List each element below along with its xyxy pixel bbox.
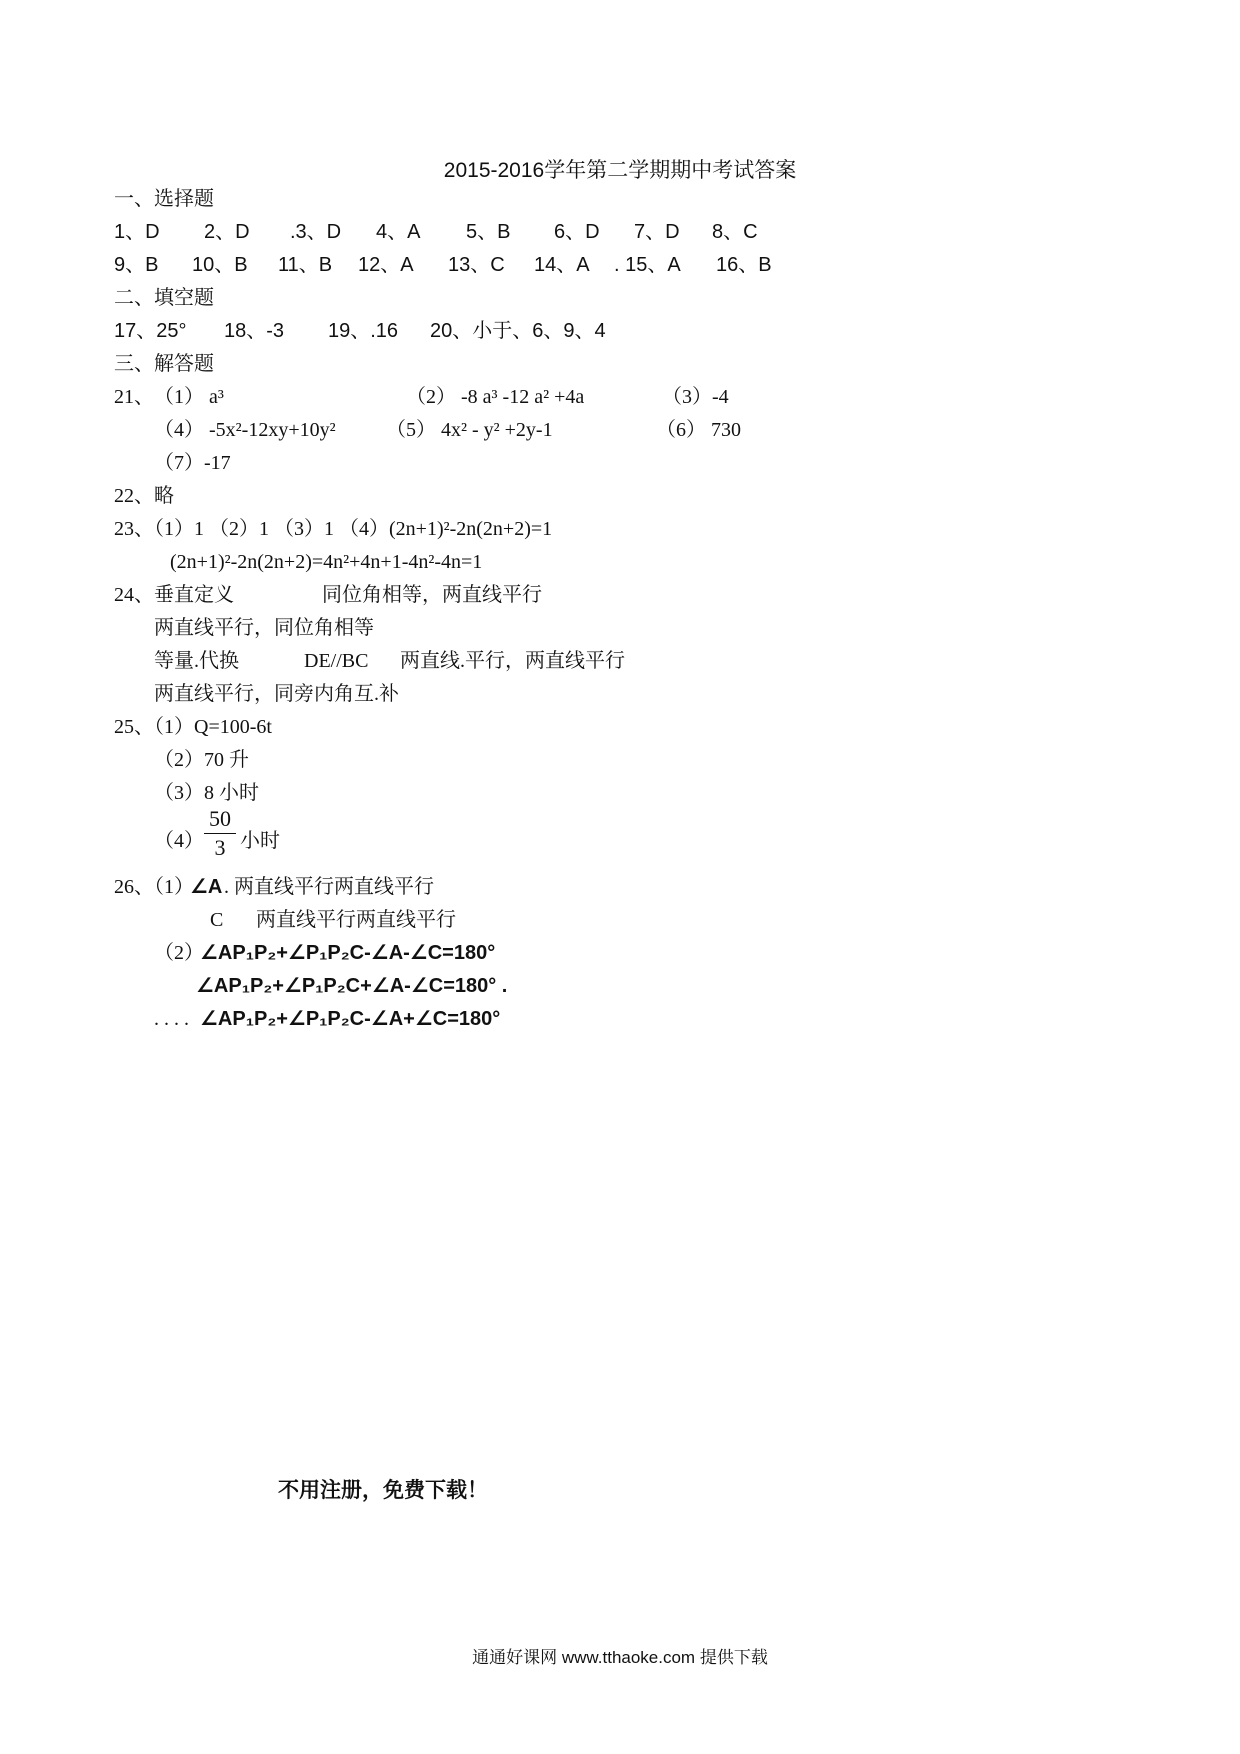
q25-part-1: 25、（1）Q=100-6t — [114, 716, 272, 738]
section-solve-heading: 三、解答题 — [114, 353, 214, 375]
answer-item: （7）-17 — [154, 452, 231, 474]
fraction-denominator: 3 — [214, 835, 226, 860]
equation-3: ∠AP₁P₂+∠P₁P₂C-∠A+∠C=180° — [200, 1008, 501, 1030]
answer-item: （3）-4 — [662, 386, 729, 408]
leader-dots: . . . . — [154, 1008, 189, 1030]
answer-item: 10、B — [192, 254, 248, 276]
answer-item: C — [210, 909, 224, 931]
answer-item: 1、D — [114, 221, 160, 243]
answer-item: 12、A — [358, 254, 414, 276]
answer-item: 9、B — [114, 254, 159, 276]
answer-item: （1） a³ — [154, 386, 224, 408]
footer-text: 通通好课网 www.tthaoke.com 提供下载 — [472, 1648, 768, 1667]
answer-item: .3、D — [290, 221, 342, 243]
question-number: 21、 — [114, 386, 154, 408]
answer-item: 6、D — [554, 221, 600, 243]
q25-part-4-label: （4） — [154, 830, 204, 852]
answer-item: 垂直定义 — [154, 584, 234, 606]
equation-2: ∠AP₁P₂+∠P₁P₂C+∠A-∠C=180° . — [196, 975, 508, 997]
answer-item: 两直线平行两直线平行 — [256, 909, 456, 931]
q24-row-2: 两直线平行，同位角相等 — [154, 617, 374, 639]
answer-item: . 两直线平行两直线平行 — [224, 876, 434, 898]
answer-item: 4、A — [376, 221, 421, 243]
answer-item: 两直线.平行，两直线平行 — [400, 650, 625, 672]
answer-item: 8、C — [712, 221, 758, 243]
answer-item: 等量.代换 — [154, 650, 239, 672]
answer-item: 20、小于、6、9、4 — [430, 320, 606, 342]
answer-item: （6） 730 — [656, 419, 741, 441]
q23-line-1: 23、（1）1 （2）1 （3）1 （4）(2n+1)²-2n(2n+2)=1 — [114, 518, 553, 540]
page-title: 2015-2016学年第二学期期中考试答案 — [443, 159, 797, 182]
angle-a: ∠A — [190, 876, 223, 898]
answer-item: 17、25° — [114, 320, 187, 342]
q25-part-2: （2）70 升 — [154, 749, 249, 771]
q25-part-4-unit: 小时 — [240, 830, 280, 852]
answer-item: . 15、A — [614, 254, 681, 276]
section-fill-heading: 二、填空题 — [114, 287, 214, 309]
answer-item: 2、D — [204, 221, 250, 243]
answer-item: 18、-3 — [224, 320, 285, 342]
fraction-fifty-thirds — [204, 806, 236, 861]
part-label: （2）. — [154, 942, 209, 964]
answer-item: （2） -8 a³ -12 a² +4a — [406, 386, 585, 408]
answer-item: 16、B — [716, 254, 772, 276]
q25-part-3: （3）8 小时 — [154, 782, 259, 804]
answer-item: （4） -5x²-12xy+10y² — [154, 419, 336, 441]
promo-text: 不用注册，免费下载！ — [278, 1479, 488, 1502]
answer-item: 14、A — [534, 254, 590, 276]
answer-item: （5） 4x² - y² +2y-1 — [386, 419, 553, 441]
question-number: 24、 — [114, 584, 154, 606]
q23-line-2: (2n+1)²-2n(2n+2)=4n²+4n+1-4n²-4n=1 — [170, 551, 483, 573]
answer-item: 同位角相等，两直线平行 — [322, 584, 542, 606]
fraction-numerator: 50 — [209, 806, 231, 831]
fraction-bar — [204, 833, 236, 834]
answer-item: 13、C — [448, 254, 505, 276]
q24-row-4: 两直线平行，同旁内角互.补 — [154, 683, 399, 705]
question-number: 26、（1） — [114, 876, 194, 898]
answer-item: 19、.16 — [328, 320, 399, 342]
equation-1: ∠AP₁P₂+∠P₁P₂C-∠A-∠C=180° — [200, 942, 496, 964]
answer-item: 11、B — [278, 254, 333, 276]
answer-item: 5、B — [466, 221, 511, 243]
answer-item: 7、D — [634, 221, 680, 243]
section-choice-heading: 一、选择题 — [114, 188, 214, 210]
q22-answer: 22、略 — [114, 485, 174, 507]
answer-item: DE//BC — [304, 650, 369, 672]
